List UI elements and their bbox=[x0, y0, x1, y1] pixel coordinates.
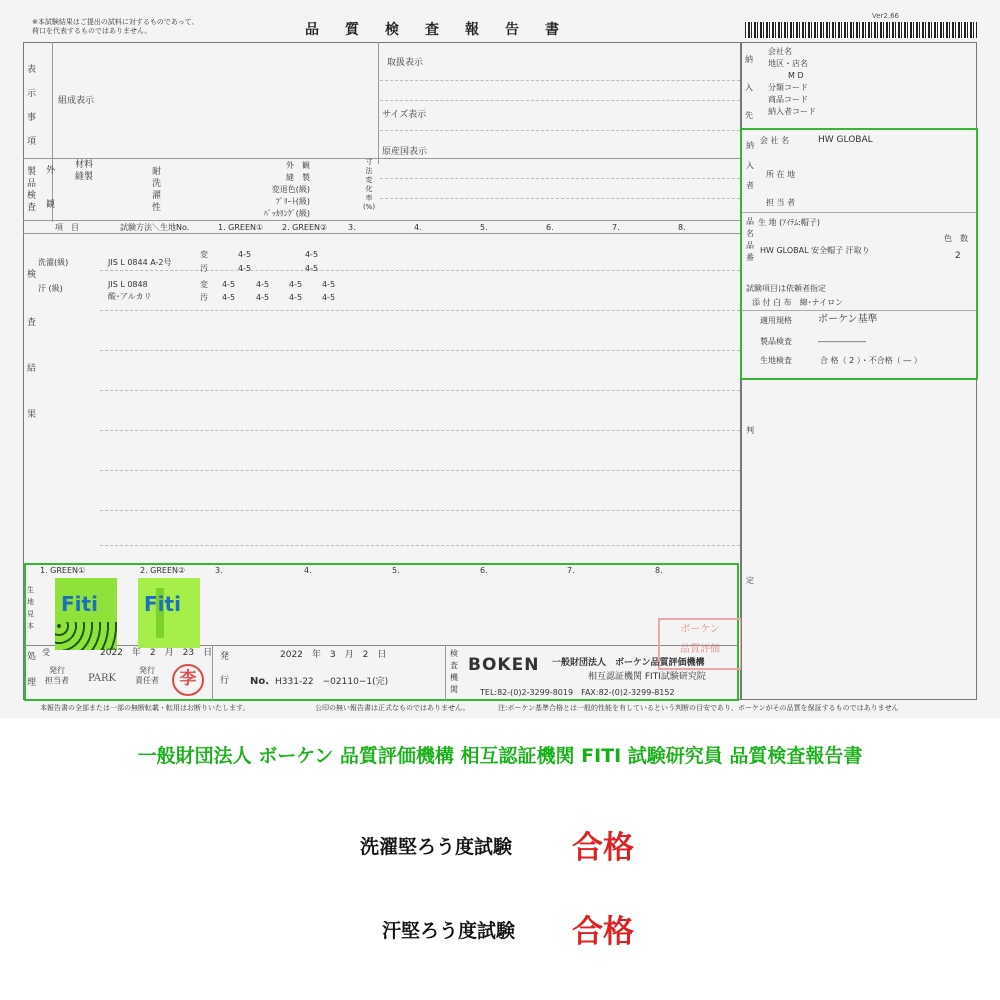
divider bbox=[52, 42, 53, 222]
sunpo-label bbox=[362, 158, 376, 212]
fabric-check-label: 生地検査 bbox=[760, 356, 792, 365]
page-title: 品質検査報告書 bbox=[305, 22, 585, 38]
personal-seal-stamp: 李 bbox=[172, 664, 204, 696]
swatch-label-5: 5. bbox=[392, 566, 400, 575]
pleat-label: ﾌﾟﾘｰﾄ(級) bbox=[275, 197, 310, 206]
lab-tel: TEL:82-(0)2-3299-8019 FAX:82-(0)2-3299-8152 bbox=[480, 688, 675, 697]
label-char: 納 bbox=[746, 141, 754, 150]
label-ken: 検 bbox=[27, 270, 37, 280]
issue-label-1: 発 bbox=[220, 652, 230, 662]
divider bbox=[100, 350, 740, 351]
product-check-label: 製品検査 bbox=[760, 337, 792, 346]
label-char: 検 bbox=[450, 649, 458, 658]
row-washing-item: 洗濯(級) bbox=[38, 258, 69, 267]
fabric-swatch-2 bbox=[138, 578, 200, 648]
swatch-label-2: 2. GREEN② bbox=[140, 566, 186, 575]
housei2-label: 縫 製 bbox=[286, 173, 310, 182]
label-char: 名 bbox=[746, 229, 754, 238]
row-washing-type1: 変 bbox=[200, 250, 208, 259]
swatch-label-4: 4. bbox=[304, 566, 312, 575]
divider bbox=[100, 470, 740, 471]
col-sample-1: 1. GREEN① bbox=[218, 223, 264, 232]
swatch-label-6: 6. bbox=[480, 566, 488, 575]
attached-cloth-label: 添 付 白 布 綿･ナイロン bbox=[752, 298, 844, 307]
divider bbox=[100, 510, 740, 511]
divider bbox=[23, 158, 741, 159]
label-char: 査 bbox=[450, 661, 458, 670]
col-sample-4: 4. bbox=[414, 223, 422, 232]
divider bbox=[380, 100, 740, 101]
issue-label-2: 行 bbox=[220, 676, 230, 686]
label-char: 生 bbox=[27, 586, 34, 594]
colors-value: 2 bbox=[955, 251, 961, 261]
client-address-label: 所 在 地 bbox=[766, 170, 796, 179]
row-sweat-type1: 変 bbox=[200, 280, 208, 289]
hakko-sekinin-label: 発行 責任者 bbox=[135, 666, 159, 685]
cell-value: 4-5 bbox=[238, 264, 252, 273]
swatch-label-8: 8. bbox=[655, 566, 663, 575]
label-seihin bbox=[27, 166, 39, 214]
label-char: (%) bbox=[362, 203, 376, 211]
received-date: 2022 年 2 月 23 日 bbox=[100, 648, 213, 658]
divider bbox=[378, 42, 379, 164]
label-char: 査 bbox=[27, 203, 37, 213]
row-washing-type2: 汚 bbox=[200, 264, 208, 273]
washing-test-label: 洗濯堅ろう度試験 bbox=[360, 836, 513, 858]
label-char: 表 bbox=[27, 65, 37, 75]
col-sample-3: 3. bbox=[348, 223, 356, 232]
size-label: サイズ表示 bbox=[382, 110, 427, 120]
label-char: 先 bbox=[745, 111, 753, 120]
swatch-label-1: 1. GREEN① bbox=[40, 566, 86, 575]
product-code-label: 商品コード bbox=[768, 95, 808, 104]
label-char: 寸 bbox=[365, 158, 373, 166]
label-hyoji bbox=[27, 58, 39, 154]
origin-label: 原産国表示 bbox=[382, 147, 428, 157]
report-caption: 一般財団法人 ボーケン 品質評価機構 相互認証機関 FITI 試験研究員 品質検査報告書 bbox=[137, 745, 863, 767]
label-char: 耐 bbox=[152, 167, 162, 177]
boken-logo: BOKEN bbox=[468, 655, 540, 675]
label-ka: 果 bbox=[27, 410, 37, 420]
label-char: 機 bbox=[450, 673, 458, 682]
col-sample-2: 2. GREEN② bbox=[282, 223, 328, 232]
row-sweat-type2: 汚 bbox=[200, 293, 208, 302]
gaikan-label: 外 観 bbox=[286, 161, 310, 170]
divider bbox=[212, 645, 213, 701]
label-char: 品 bbox=[746, 241, 754, 250]
fabric-item-label: 生 地 (ｱｲﾃﾑ:帽子) bbox=[758, 218, 821, 227]
client-spec-label: 試験項目は依頼者指定 bbox=[746, 284, 826, 293]
hakko-tanto-label: 発行 担当者 bbox=[45, 666, 69, 685]
durability-items bbox=[258, 160, 310, 220]
company-label: 会社名 bbox=[768, 47, 792, 56]
zairyo-label: 材料 bbox=[75, 160, 94, 170]
divider bbox=[742, 212, 976, 213]
label-char: 者 bbox=[746, 181, 754, 190]
footer-note-left: 本報告書の全部または一部の無断転載・転用はお断りいたします。 bbox=[40, 704, 250, 712]
product-name: HW GLOBAL 安全帽子 汗取り bbox=[760, 246, 870, 255]
issue-date: 2022 年 3 月 2 日 bbox=[280, 650, 387, 660]
divider bbox=[742, 310, 976, 311]
report-no-label: No. bbox=[250, 676, 270, 687]
official-seal: ボーケン 品質評価 bbox=[658, 618, 742, 670]
row-sweat-method-2: 酸･アルカリ bbox=[108, 292, 152, 301]
label-char: 地 bbox=[27, 598, 34, 606]
fiti-logo: Fiti bbox=[144, 592, 181, 616]
cell-value: 4-5 bbox=[305, 250, 319, 259]
inspection-agency-label bbox=[450, 648, 460, 696]
product-check-value: ―――――― bbox=[818, 337, 866, 346]
received-label: 受 bbox=[42, 648, 50, 657]
label-kiji bbox=[27, 584, 37, 632]
row-sweat-method-1: JIS L 0848 bbox=[108, 280, 148, 289]
handling-label: 取扱表示 bbox=[387, 58, 424, 68]
label-nounyusaki bbox=[745, 46, 755, 130]
sweat-test-label: 汗堅ろう度試験 bbox=[382, 920, 516, 942]
label-char: 濯 bbox=[152, 191, 162, 201]
cell-value: 4-5 bbox=[256, 280, 270, 289]
cell-value: 4-5 bbox=[222, 280, 236, 289]
label-char: 関 bbox=[450, 685, 458, 694]
colors-label: 色 数 bbox=[944, 234, 968, 243]
divider bbox=[23, 233, 741, 234]
row-sweat-item: 汗 (級) bbox=[38, 284, 63, 293]
label-char: 項 bbox=[27, 137, 37, 147]
footer-note-middle: 公印の無い報告書は正式なものではありません。 bbox=[315, 704, 470, 712]
client-company-value: HW GLOBAL bbox=[818, 135, 873, 145]
label-char: 洗 bbox=[152, 179, 162, 189]
lab-name: 一般財団法人 ボーケン品質評価機構 bbox=[552, 658, 705, 668]
label-char: 入 bbox=[745, 83, 753, 92]
label-sa: 査 bbox=[27, 318, 37, 328]
tai-label bbox=[152, 166, 161, 214]
label-char: 性 bbox=[152, 203, 162, 213]
supplier-code-label: 納入者コード bbox=[768, 107, 816, 116]
divider bbox=[445, 645, 446, 701]
col-sample-6: 6. bbox=[546, 223, 554, 232]
divider bbox=[100, 430, 740, 431]
label-ri: 理 bbox=[27, 678, 37, 688]
col-sample-8: 8. bbox=[678, 223, 686, 232]
divider bbox=[380, 130, 740, 131]
fiti-logo: Fiti bbox=[61, 592, 98, 616]
cell-value: 4-5 bbox=[289, 293, 303, 302]
divider bbox=[380, 178, 740, 179]
cell-value: 4-5 bbox=[322, 280, 336, 289]
cell-value: 4-5 bbox=[305, 264, 319, 273]
header-note bbox=[32, 18, 272, 36]
cell-value: 4-5 bbox=[256, 293, 270, 302]
divider bbox=[100, 310, 740, 311]
row-washing-method: JIS L 0844 A-2号 bbox=[108, 258, 172, 267]
label-char: 見 bbox=[27, 610, 34, 618]
divider bbox=[100, 270, 740, 271]
col-item: 項 目 bbox=[55, 223, 79, 232]
footer-note-right: 注:ボーケン基準合格とは一般的性能を有しているという判断の目安であり、ボーケンがその品質を保証するものではありません bbox=[498, 704, 899, 712]
gai-label: 外 bbox=[46, 166, 56, 176]
client-company-label: 会 社 名 bbox=[760, 136, 790, 145]
standard-label: 適用規格 bbox=[760, 316, 792, 325]
composition-label: 組成表示 bbox=[58, 96, 95, 106]
judgement-label-han: 判 bbox=[746, 426, 754, 435]
label-char: 化 bbox=[365, 185, 373, 193]
header-note-line-2: 荷口を代表するものではありません。 bbox=[32, 27, 152, 35]
divider bbox=[100, 545, 740, 546]
kan-label: 観 bbox=[46, 200, 56, 210]
col-method: 試験方法＼生地No. bbox=[120, 223, 190, 232]
fabric-check-value: 合 格（ 2 ）・不合格（ ― ） bbox=[820, 356, 922, 365]
judgement-label-tei: 定 bbox=[746, 576, 754, 585]
md-label: M D bbox=[788, 71, 804, 80]
lab-mutual: 相互認証機関 FITI試験研究院 bbox=[588, 672, 706, 682]
label-char: 示 bbox=[27, 89, 37, 99]
category-code-label: 分類コード bbox=[768, 83, 808, 92]
report-no-value: H331-22 −02110−1(完) bbox=[275, 677, 389, 687]
divider bbox=[23, 220, 741, 221]
sweat-test-result: 合格 bbox=[572, 914, 634, 950]
housei-label: 縫製 bbox=[75, 172, 94, 182]
label-char: 製 bbox=[27, 167, 37, 177]
label-sho: 処 bbox=[27, 652, 37, 662]
version-label: Ver2.66 bbox=[872, 12, 900, 20]
tanto-name: PARK bbox=[88, 673, 117, 684]
divider bbox=[380, 198, 740, 199]
delivery-fields bbox=[768, 46, 816, 118]
col-sample-7: 7. bbox=[612, 223, 620, 232]
label-char: 変 bbox=[365, 176, 373, 184]
label-ketsu: 結 bbox=[27, 364, 37, 374]
cell-value: 4-5 bbox=[222, 293, 236, 302]
col-sample-5: 5. bbox=[480, 223, 488, 232]
client-person-label: 担 当 者 bbox=[766, 198, 796, 207]
label-char: 検 bbox=[27, 191, 37, 201]
label-char: 本 bbox=[27, 622, 34, 630]
cell-value: 4-5 bbox=[238, 250, 252, 259]
divider bbox=[380, 80, 740, 81]
label-char: 番 bbox=[746, 253, 754, 262]
swatch-label-3: 3. bbox=[215, 566, 223, 575]
fabric-swatch-1 bbox=[55, 578, 117, 650]
divider bbox=[24, 645, 739, 646]
cell-value: 4-5 bbox=[289, 280, 303, 289]
label-hinmei bbox=[746, 216, 756, 264]
divider bbox=[100, 390, 740, 391]
swatch-label-7: 7. bbox=[567, 566, 575, 575]
washing-test-result: 合格 bbox=[572, 830, 634, 866]
cell-value: 4-5 bbox=[322, 293, 336, 302]
label-char: 率 bbox=[365, 194, 373, 202]
header-note-line-1: ※本試験結果はご提出の試料に対するものであって、 bbox=[32, 18, 199, 26]
area-label: 地区・店名 bbox=[768, 59, 808, 68]
label-char: 品 bbox=[746, 217, 754, 226]
pucker-label: ﾊﾟｯｶﾘﾝｸﾞ(級) bbox=[263, 209, 310, 218]
barcode bbox=[745, 22, 977, 38]
label-char: 納 bbox=[745, 55, 753, 64]
label-char: 法 bbox=[365, 167, 373, 175]
label-char: 入 bbox=[746, 161, 754, 170]
label-char: 品 bbox=[27, 179, 37, 189]
hentai-label: 変退色(級) bbox=[271, 185, 310, 194]
label-char: 事 bbox=[27, 113, 37, 123]
label-nounyusha bbox=[746, 136, 756, 196]
standard-value: ボーケン基準 bbox=[818, 314, 878, 325]
